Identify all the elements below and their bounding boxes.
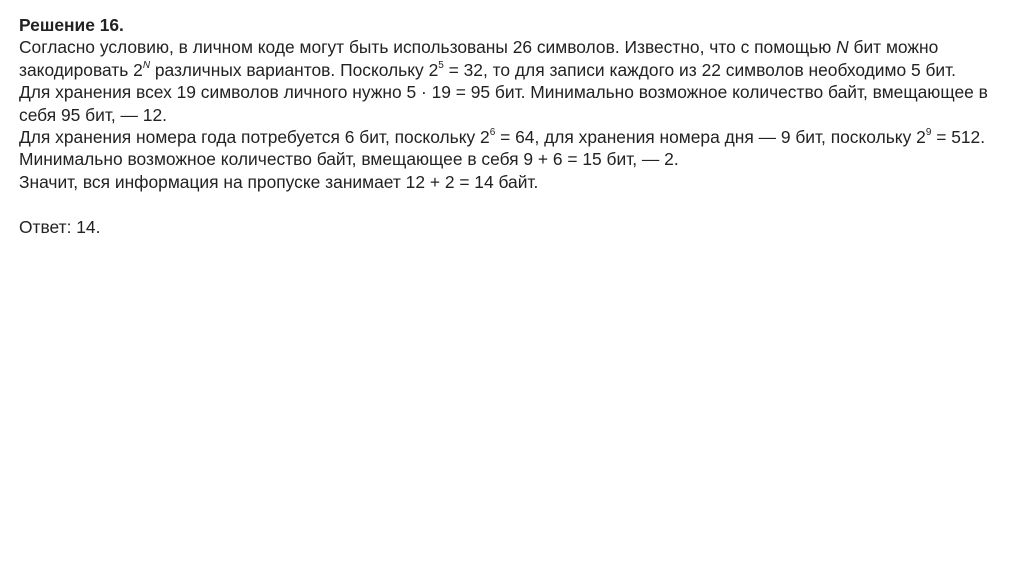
solution-title: Решение 16. [19,15,124,35]
p1-text-c: различных вариантов. Поскольку 2 [150,59,439,80]
paragraph-code-storage: Для хранения всех 19 символов личного нужно 5 · 19 = 95 бит. Минимально возможное количество байт, вмещающее в себя 95 бит, — 12. [19,82,988,125]
solution-text [19,14,1009,238]
paragraph-total: Значит, вся информация на пропуске занимает 12 + 2 = 14 байт. [19,171,539,192]
p1-exponent-5: 5 [438,60,444,72]
p3-text-c: = 512. Минимально возможное количество байт, вмещающее в себя 9 + 6 = 15 бит, — 2. [19,127,986,170]
p3-exponent-6: 6 [489,127,496,139]
p3-text-b: = 64, для хранения номера дня — 9 бит, поскольку 2 [495,127,926,148]
p3-exponent-9: 9 [925,127,932,139]
p1-text-a: Согласно условию, в личном коде могут быть использованы 26 символов. Известно, что с помощью [19,37,837,58]
p1-text-b: бит можно закодировать 2 [19,37,939,80]
answer-line: Ответ: 14. [19,216,101,237]
paragraph-symbols [19,36,1009,81]
paragraph-date-storage [19,126,1009,171]
blank-line [19,193,1009,215]
p3-text-a: Для хранения номера года потребуется 6 бит, поскольку 2 [19,127,490,148]
p1-text-d: = 32, то для записи каждого из 22 символов необходимо 5 бит. [443,59,957,80]
p1-exponent-n: N [142,60,151,72]
p1-variable-n: N [836,37,849,58]
